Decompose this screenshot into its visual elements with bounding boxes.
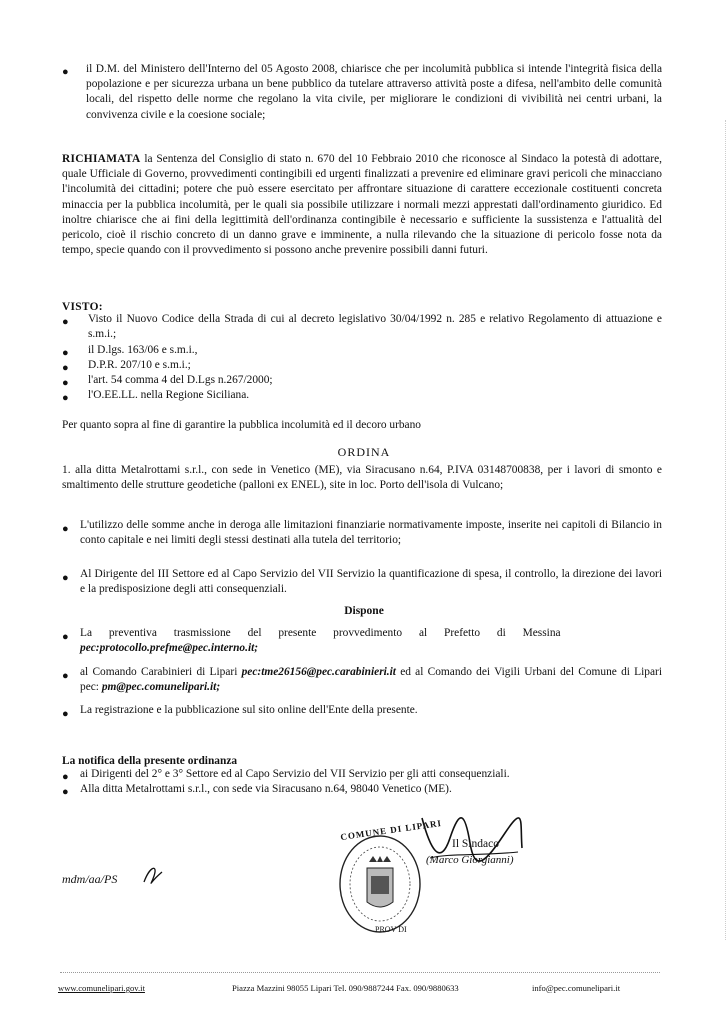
paragraph-per-quanto: Per quanto sopra al fine di garantire la pubblica incolumità ed il decoro urbano — [62, 419, 421, 431]
bullet-icon: ● — [62, 771, 69, 783]
visto-item: D.P.R. 207/10 e s.m.i.; — [88, 359, 191, 371]
pec-prefettura-link[interactable]: pec:protocollo.prefme@pec.interno.it; — [80, 642, 259, 655]
ordina-bullet-1: L'utilizzo delle somme anche in deroga alle limitazioni finanziarie normativamente imposte, inserite nei capitoli di Bilancio in conto capitale e nei limiti degli stessi destinati alla tutela del territorio; — [80, 519, 662, 547]
ordina-heading: ORDINA — [337, 445, 391, 459]
bullet-icon: ● — [62, 377, 69, 389]
signature-title: Il Sindaco — [452, 838, 499, 850]
visto-item: il D.lgs. 163/06 e s.m.i., — [88, 344, 198, 356]
bullet-icon: ● — [62, 572, 69, 584]
footer-divider — [60, 972, 660, 973]
initials: mdm/aa/PS — [62, 872, 118, 886]
stamp-bottom-text: PROV DI — [375, 925, 407, 934]
dispone-bullet-3: La registrazione e la pubblicazione sul sito online dell'Ente della presente. — [80, 704, 418, 716]
bullet-icon: ● — [62, 66, 69, 78]
bullet-icon: ● — [62, 362, 69, 374]
bullet-icon: ● — [62, 523, 69, 535]
stamp-text: COMUNE DI LIPARI — [339, 817, 443, 843]
pec-vigili-link[interactable]: pm@pec.comunelipari.it; — [101, 681, 221, 694]
ordina-item-1: 1. alla ditta Metalrottami s.r.l., con sede in Venetico (ME), via Siracusano n.64, P.IVA 03148700838, per i lavori di smonto e smaltimento delle strutture geodetiche (palloni ex ENEL), site in loc. Porto dell'isola di Vulcano; — [62, 464, 662, 492]
dispone-bullet-2: al Comando Carabinieri di Lipari pec:tme26156@pec.carabinieri.it ed al Comando dei Vigili Urbani del Comune di Lipari pec: pm@pec.comunelipari.it; — [80, 666, 662, 694]
bullet-icon: ● — [62, 708, 69, 720]
bullet-icon: ● — [62, 392, 69, 404]
initials-signature-icon — [140, 862, 166, 886]
bullet-icon: ● — [62, 670, 69, 682]
paragraph-dm-interno: il D.M. del Ministero dell'Interno del 05 Agosto 2008, chiarisce che per incolumità pubblica si intende l'integrità fisica della popolazione e per sicurezza urbana un bene pubblico da tutelare attraverso attività poste a difesa, nell'ambito delle comunità locali, del rispetto delle norme che regolano la vita civile, per migliorare le condizioni di vivibilità nei centri urbani, la convivenza civile e la coesione sociale; — [86, 63, 662, 121]
margin-divider — [725, 120, 726, 940]
pec-carabinieri-link[interactable]: pec:tme26156@pec.carabinieri.it — [241, 666, 396, 678]
dispone-bullet-1: La preventiva trasmissione del presente provvedimento al Prefetto di Messina pec:protocollo.prefme@pec.interno.it; — [80, 627, 561, 655]
paragraph-richiamata — [62, 152, 662, 258]
ordina-bullet-2: Al Dirigente del III Settore ed al Capo Servizio del VII Servizio la quantificazione di spesa, il controllo, la direzione dei lavori e la predisposizione degli atti consequenziali. — [80, 568, 662, 596]
bullet-icon: ● — [62, 786, 69, 798]
visto-item: l'O.EE.LL. nella Regione Siciliana. — [88, 389, 250, 401]
notifica-item: Alla ditta Metalrottami s.r.l., con sede via Siracusano n.64, 98040 Venetico (ME). — [80, 783, 452, 795]
visto-item: Visto il Nuovo Codice della Strada di cui al decreto legislativo 30/04/1992 n. 285 e relativo Regolamento di attuazione e s.m.i.; — [88, 313, 662, 341]
visto-heading: VISTO: — [62, 301, 103, 313]
richiamata-text: la Sentenza del Consiglio di stato n. 670 del 10 Febbraio 2010 che riconosce al Sindaco la potestà di adottare, quale Ufficiale di Governo, provvedimenti contingibili ed urgenti finalizzati a prevenire ed eliminare gravi pericoli che minacciano l'incolumità dei cittadini; potere che può essere esercitato per affrontare situazione di carattere eccezionale costituenti concreta minaccia per la pubblica incolumità, per le quali sia possibile utilizzare i normali mezzi apprestati dall'ordinamento giuridico. Ed inoltre chiarisce che ai fini della legittimità dell'ordinanza contingibile è necessario e sufficiente la sussistenza e l'attualità del pericolo, cioè il rischio concreto di un danno grave e imminente, a nulla rilevando che la situazione di pericolo fosse nota da tempo, specie quando con il provvedimento si possono anche prevenire possibili danni futuri. — [62, 153, 662, 257]
richiamata-lead: RICHIAMATA — [62, 153, 141, 165]
bullet-icon: ● — [62, 631, 69, 643]
visto-item: l'art. 54 comma 4 del D.Lgs n.267/2000; — [88, 374, 273, 386]
notifica-heading: La notifica della presente ordinanza — [62, 755, 238, 767]
footer-website-link[interactable]: www.comunelipari.gov.it — [58, 983, 145, 993]
footer-address: Piazza Mazzini 98055 Lipari Tel. 090/9887244 Fax. 090/9880633 — [232, 983, 459, 993]
bullet-icon: ● — [62, 347, 69, 359]
dispone-heading: Dispone — [344, 605, 384, 617]
signature-name: (Marco Giorgianni) — [426, 854, 514, 866]
notifica-item: ai Dirigenti del 2° e 3° Settore ed al Capo Servizio del VII Servizio per gli atti consequenziali. — [80, 768, 510, 780]
footer-email-link[interactable]: info@pec.comunelipari.it — [532, 983, 621, 993]
bullet-icon: ● — [62, 316, 69, 328]
